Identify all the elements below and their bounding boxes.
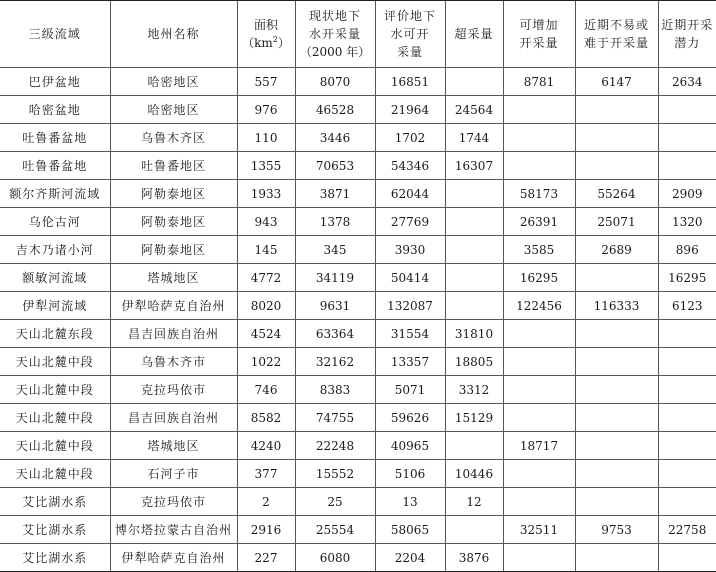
cell-region: 塔城地区 xyxy=(110,432,237,460)
cell-difficult xyxy=(575,124,658,152)
cell-increase xyxy=(503,460,575,488)
cell-area: 8582 xyxy=(237,404,295,432)
cell-increase xyxy=(503,96,575,124)
cell-current-extraction: 34119 xyxy=(295,264,375,292)
table-row xyxy=(0,152,716,180)
cell-region: 哈密地区 xyxy=(110,68,237,96)
cell-overdraft xyxy=(445,68,503,96)
header-basin: 三级流域 xyxy=(0,1,110,68)
cell-potential: 22758 xyxy=(658,516,716,544)
cell-increase: 18717 xyxy=(503,432,575,460)
table-row xyxy=(0,96,716,124)
table-row xyxy=(0,180,716,208)
cell-increase xyxy=(503,404,575,432)
cell-basin: 天山北麓中段 xyxy=(0,376,110,404)
cell-basin: 天山北麓中段 xyxy=(0,348,110,376)
cell-evaluated-yield: 58065 xyxy=(375,516,445,544)
cell-overdraft xyxy=(445,180,503,208)
cell-region: 哈密地区 xyxy=(110,96,237,124)
cell-region: 昌吉回族自治州 xyxy=(110,320,237,348)
cell-increase: 3585 xyxy=(503,236,575,264)
table-row xyxy=(0,320,716,348)
cell-evaluated-yield: 5071 xyxy=(375,376,445,404)
cell-difficult xyxy=(575,544,658,572)
cell-current-extraction: 15552 xyxy=(295,460,375,488)
cell-increase xyxy=(503,488,575,516)
cell-increase xyxy=(503,348,575,376)
cell-potential xyxy=(658,348,716,376)
cell-area: 4240 xyxy=(237,432,295,460)
cell-difficult xyxy=(575,348,658,376)
cell-difficult: 9753 xyxy=(575,516,658,544)
cell-overdraft: 24564 xyxy=(445,96,503,124)
cell-overdraft: 12 xyxy=(445,488,503,516)
cell-area: 227 xyxy=(237,544,295,572)
cell-evaluated-yield: 16851 xyxy=(375,68,445,96)
table-row xyxy=(0,208,716,236)
cell-overdraft: 3876 xyxy=(445,544,503,572)
cell-region: 克拉玛依市 xyxy=(110,376,237,404)
cell-evaluated-yield: 2204 xyxy=(375,544,445,572)
cell-potential: 6123 xyxy=(658,292,716,320)
cell-potential: 16295 xyxy=(658,264,716,292)
cell-current-extraction: 6080 xyxy=(295,544,375,572)
cell-difficult xyxy=(575,96,658,124)
header-difficult: 近期不易或 难于开采量 xyxy=(575,1,658,68)
cell-area: 4772 xyxy=(237,264,295,292)
cell-current-extraction: 63364 xyxy=(295,320,375,348)
cell-basin: 天山北麓中段 xyxy=(0,460,110,488)
cell-basin: 乌伦古河 xyxy=(0,208,110,236)
cell-region: 阿勒泰地区 xyxy=(110,236,237,264)
table-row xyxy=(0,124,716,152)
cell-evaluated-yield: 27769 xyxy=(375,208,445,236)
cell-overdraft xyxy=(445,264,503,292)
cell-increase: 8781 xyxy=(503,68,575,96)
cell-increase xyxy=(503,124,575,152)
table-body xyxy=(0,68,716,572)
cell-overdraft: 15129 xyxy=(445,404,503,432)
cell-region: 伊犁哈萨克自治州 xyxy=(110,292,237,320)
cell-potential xyxy=(658,432,716,460)
cell-overdraft: 3312 xyxy=(445,376,503,404)
cell-evaluated-yield: 5106 xyxy=(375,460,445,488)
header-area-line1: 面积 xyxy=(253,18,278,32)
table-row xyxy=(0,432,716,460)
cell-difficult: 116333 xyxy=(575,292,658,320)
cell-increase: 26391 xyxy=(503,208,575,236)
table-row xyxy=(0,516,716,544)
cell-current-extraction: 74755 xyxy=(295,404,375,432)
cell-region: 石河子市 xyxy=(110,460,237,488)
header-row xyxy=(0,1,716,68)
cell-current-extraction: 9631 xyxy=(295,292,375,320)
cell-overdraft: 1744 xyxy=(445,124,503,152)
cell-evaluated-yield: 21964 xyxy=(375,96,445,124)
cell-area: 4524 xyxy=(237,320,295,348)
cell-potential: 2909 xyxy=(658,180,716,208)
cell-current-extraction: 25554 xyxy=(295,516,375,544)
cell-current-extraction: 8383 xyxy=(295,376,375,404)
cell-difficult: 55264 xyxy=(575,180,658,208)
cell-difficult xyxy=(575,488,658,516)
cell-region: 阿勒泰地区 xyxy=(110,180,237,208)
header-area xyxy=(237,1,295,68)
header-overdraft: 超采量 xyxy=(445,1,503,68)
cell-difficult: 2689 xyxy=(575,236,658,264)
header-region: 地州名称 xyxy=(110,1,237,68)
cell-potential xyxy=(658,544,716,572)
cell-basin: 吉木乃诸小河 xyxy=(0,236,110,264)
cell-region: 伊犁哈萨克自治州 xyxy=(110,544,237,572)
cell-region: 昌吉回族自治州 xyxy=(110,404,237,432)
cell-overdraft xyxy=(445,236,503,264)
cell-evaluated-yield: 50414 xyxy=(375,264,445,292)
cell-difficult xyxy=(575,264,658,292)
cell-region: 乌鲁木齐区 xyxy=(110,124,237,152)
cell-overdraft xyxy=(445,432,503,460)
cell-overdraft xyxy=(445,516,503,544)
cell-overdraft xyxy=(445,208,503,236)
cell-area: 1933 xyxy=(237,180,295,208)
cell-basin: 哈密盆地 xyxy=(0,96,110,124)
cell-area: 2 xyxy=(237,488,295,516)
cell-increase: 16295 xyxy=(503,264,575,292)
cell-overdraft: 10446 xyxy=(445,460,503,488)
cell-basin: 天山北麓中段 xyxy=(0,404,110,432)
cell-current-extraction: 8070 xyxy=(295,68,375,96)
cell-potential xyxy=(658,488,716,516)
cell-potential xyxy=(658,124,716,152)
cell-difficult xyxy=(575,460,658,488)
table-row xyxy=(0,488,716,516)
cell-current-extraction: 345 xyxy=(295,236,375,264)
table-row xyxy=(0,544,716,572)
cell-area: 8020 xyxy=(237,292,295,320)
header-area-unit: $(km^2)$ xyxy=(242,35,290,50)
cell-increase xyxy=(503,320,575,348)
table-row xyxy=(0,460,716,488)
cell-basin: 吐鲁番盆地 xyxy=(0,152,110,180)
cell-evaluated-yield: 132087 xyxy=(375,292,445,320)
cell-difficult xyxy=(575,152,658,180)
cell-current-extraction: 3446 xyxy=(295,124,375,152)
cell-region: 塔城地区 xyxy=(110,264,237,292)
cell-region: 阿勒泰地区 xyxy=(110,208,237,236)
cell-potential: 2634 xyxy=(658,68,716,96)
cell-increase xyxy=(503,376,575,404)
cell-difficult xyxy=(575,320,658,348)
cell-area: 1355 xyxy=(237,152,295,180)
cell-current-extraction: 46528 xyxy=(295,96,375,124)
cell-current-extraction: 32162 xyxy=(295,348,375,376)
cell-current-extraction: 25 xyxy=(295,488,375,516)
cell-area: 1022 xyxy=(237,348,295,376)
table-row xyxy=(0,376,716,404)
header-current-extraction: 现状地下 水开采量 （2000 年） xyxy=(295,1,375,68)
cell-basin: 艾比湖水系 xyxy=(0,488,110,516)
cell-area: 110 xyxy=(237,124,295,152)
cell-evaluated-yield: 31554 xyxy=(375,320,445,348)
table-row xyxy=(0,404,716,432)
cell-basin: 天山北麓中段 xyxy=(0,432,110,460)
cell-overdraft: 16307 xyxy=(445,152,503,180)
cell-region: 博尔塔拉蒙古自治州 xyxy=(110,516,237,544)
cell-area: 145 xyxy=(237,236,295,264)
cell-basin: 巴伊盆地 xyxy=(0,68,110,96)
cell-current-extraction: 1378 xyxy=(295,208,375,236)
cell-potential xyxy=(658,376,716,404)
cell-evaluated-yield: 54346 xyxy=(375,152,445,180)
cell-basin: 伊犁河流域 xyxy=(0,292,110,320)
cell-difficult: 25071 xyxy=(575,208,658,236)
cell-region: 乌鲁木齐市 xyxy=(110,348,237,376)
cell-area: 2916 xyxy=(237,516,295,544)
cell-potential xyxy=(658,460,716,488)
cell-increase: 32511 xyxy=(503,516,575,544)
cell-area: 976 xyxy=(237,96,295,124)
cell-area: 943 xyxy=(237,208,295,236)
cell-region: 克拉玛依市 xyxy=(110,488,237,516)
cell-difficult xyxy=(575,376,658,404)
cell-potential: 1320 xyxy=(658,208,716,236)
header-increase: 可增加 开采量 xyxy=(503,1,575,68)
cell-current-extraction: 22248 xyxy=(295,432,375,460)
cell-basin: 额尔齐斯河流域 xyxy=(0,180,110,208)
cell-region: 吐鲁番地区 xyxy=(110,152,237,180)
cell-potential: 896 xyxy=(658,236,716,264)
cell-increase xyxy=(503,152,575,180)
table-row xyxy=(0,348,716,376)
cell-difficult xyxy=(575,404,658,432)
cell-basin: 吐鲁番盆地 xyxy=(0,124,110,152)
cell-increase: 58173 xyxy=(503,180,575,208)
cell-overdraft: 18805 xyxy=(445,348,503,376)
table-row xyxy=(0,236,716,264)
table-row xyxy=(0,68,716,96)
cell-difficult xyxy=(575,432,658,460)
cell-area: 746 xyxy=(237,376,295,404)
cell-area: 557 xyxy=(237,68,295,96)
table-row xyxy=(0,292,716,320)
cell-basin: 天山北麓东段 xyxy=(0,320,110,348)
cell-potential xyxy=(658,96,716,124)
cell-increase: 122456 xyxy=(503,292,575,320)
cell-basin: 艾比湖水系 xyxy=(0,516,110,544)
cell-evaluated-yield: 62044 xyxy=(375,180,445,208)
cell-potential xyxy=(658,320,716,348)
cell-current-extraction: 70653 xyxy=(295,152,375,180)
cell-overdraft xyxy=(445,292,503,320)
cell-evaluated-yield: 40965 xyxy=(375,432,445,460)
cell-increase xyxy=(503,544,575,572)
cell-potential xyxy=(658,152,716,180)
cell-potential xyxy=(658,404,716,432)
cell-basin: 额敏河流域 xyxy=(0,264,110,292)
header-evaluated-yield: 评价地下 水可开 采量 xyxy=(375,1,445,68)
cell-evaluated-yield: 13357 xyxy=(375,348,445,376)
header-potential: 近期开采 潜力 xyxy=(658,1,716,68)
cell-current-extraction: 3871 xyxy=(295,180,375,208)
cell-difficult: 6147 xyxy=(575,68,658,96)
cell-evaluated-yield: 3930 xyxy=(375,236,445,264)
cell-evaluated-yield: 1702 xyxy=(375,124,445,152)
cell-evaluated-yield: 59626 xyxy=(375,404,445,432)
cell-overdraft: 31810 xyxy=(445,320,503,348)
table-row xyxy=(0,264,716,292)
cell-evaluated-yield: 13 xyxy=(375,488,445,516)
cell-area: 377 xyxy=(237,460,295,488)
cell-basin: 艾比湖水系 xyxy=(0,544,110,572)
